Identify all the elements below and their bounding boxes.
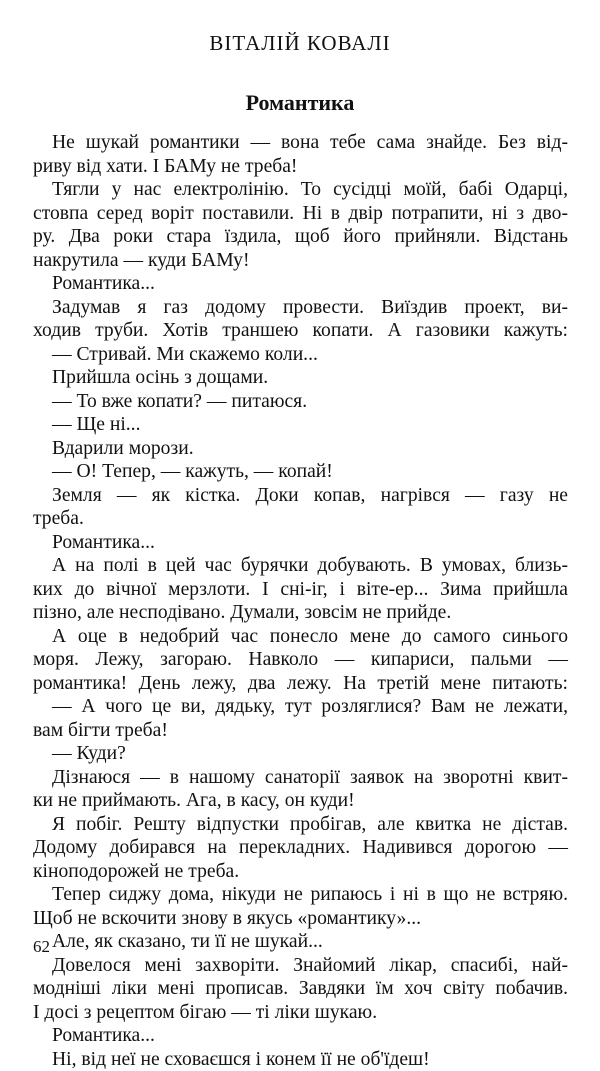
- text-line: стовпа серед воріт поставили. Ні в двір потрапити, ні з дво-: [33, 202, 568, 226]
- text-line: — Куди?: [33, 742, 568, 766]
- text-line: А на полі в цей час бурячки добувають. В умовах, близь-: [33, 554, 568, 578]
- text-line: треба.: [33, 507, 568, 531]
- text-line: риву від хати. І БАМу не треба!: [33, 155, 568, 179]
- text-line: Не шукай романтики — вона тебе сама знайде. Без від-: [33, 131, 568, 155]
- text-line: Додому добирався на перекладних. Надивився дорогою —: [33, 836, 568, 860]
- text-line: А оце в недобрий час понесло мене до самого синього: [33, 625, 568, 649]
- text-line: модніші ліки мені прописав. Завдяки їм хоч світу побачив.: [33, 977, 568, 1001]
- text-line: Земля — як кістка. Доки копав, нагрівся — газу не: [33, 484, 568, 508]
- text-line: Ні, від неї не сховаєшся і конем її не об'їдеш!: [33, 1048, 568, 1071]
- text-line: Вдарили морози.: [33, 437, 568, 461]
- text-line: — О! Тепер, — кажуть, — копай!: [33, 460, 568, 484]
- text-line: Я побіг. Решту відпустки пробігав, але квитка не дістав.: [33, 813, 568, 837]
- text-line: Тепер сиджу дома, нікуди не рипаюсь і ні в що не встряю.: [33, 883, 568, 907]
- story-text: [33, 131, 568, 1071]
- text-line: Романтика...: [33, 531, 568, 555]
- text-line: Романтика...: [33, 272, 568, 296]
- text-line: пізно, але несподівано. Думали, зовсім не прийде.: [33, 601, 568, 625]
- text-line: Але, як сказано, ти її не шукай...: [33, 930, 568, 954]
- text-line: Довелося мені захворіти. Знайомий лікар, спасибі, най-: [33, 954, 568, 978]
- text-line: Романтика...: [33, 1024, 568, 1048]
- text-line: моря. Лежу, загораю. Навколо — кипариси, пальми —: [33, 648, 568, 672]
- text-line: — А чого це ви, дядьку, тут розляглися? Вам не лежати,: [33, 695, 568, 719]
- text-line: ких до вічної мерзлоти. І сні-іг, і віте-ер... Зима прийшла: [33, 578, 568, 602]
- page-number: 62: [33, 937, 50, 957]
- text-line: романтика! День лежу, два лежу. На третій мене питають:: [33, 672, 568, 696]
- author-name: ВІТАЛІЙ КОВАЛІ: [0, 31, 600, 56]
- text-line: ки не приймають. Ага, в касу, он куди!: [33, 789, 568, 813]
- text-line: Прийшла осінь з дощами.: [33, 366, 568, 390]
- text-line: Задумав я газ додому провести. Виїздив проект, ви-: [33, 296, 568, 320]
- text-line: ходив труби. Хотів траншею копати. А газовики кажуть:: [33, 319, 568, 343]
- text-line: — Ще ні...: [33, 413, 568, 437]
- text-line: Тягли у нас електролінію. То сусідці моїй, бабі Одарці,: [33, 178, 568, 202]
- text-line: накрутила — куди БАМу!: [33, 249, 568, 273]
- text-line: ру. Два роки стара їздила, щоб його прийняли. Відстань: [33, 225, 568, 249]
- text-line: — Стривай. Ми скажемо коли...: [33, 343, 568, 367]
- text-line: кіноподорожей не треба.: [33, 860, 568, 884]
- text-line: Щоб не вскочити знову в якусь «романтику»...: [33, 907, 568, 931]
- text-line: — То вже копати? — питаюся.: [33, 390, 568, 414]
- story-title: Романтика: [0, 90, 600, 116]
- text-line: Дізнаюся — в нашому санаторії заявок на зворотні квит-: [33, 766, 568, 790]
- text-line: вам бігти треба!: [33, 719, 568, 743]
- text-line: І досі з рецептом бігаю — ті ліки шукаю.: [33, 1001, 568, 1025]
